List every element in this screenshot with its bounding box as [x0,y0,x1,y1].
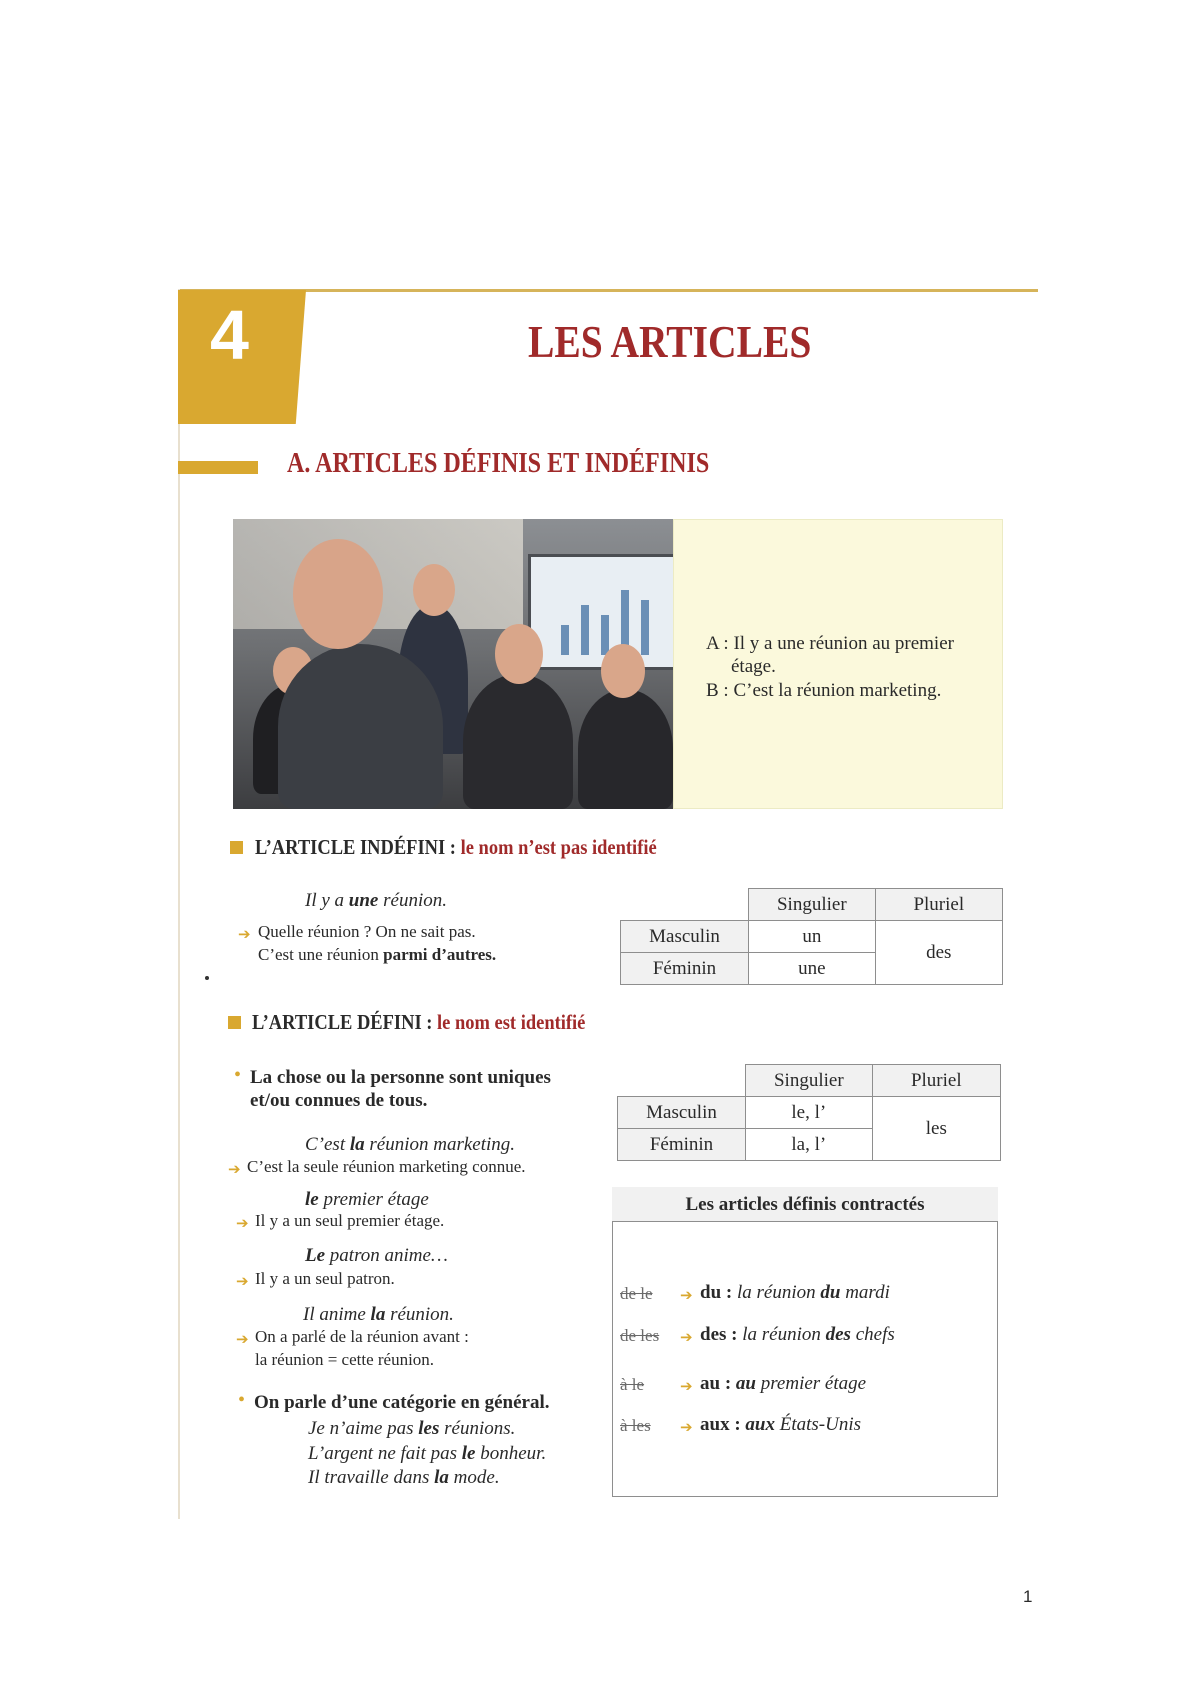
contracted-from: de le [620,1284,653,1303]
indefini-heading-label: L’ARTICLE INDÉFINI : [255,835,456,859]
photo-person-foreground [278,644,443,809]
example-text: Il travaille dans [308,1467,435,1488]
contracted-usage [737,1282,890,1303]
example-article: le [305,1189,319,1210]
defini-heading [252,1010,585,1035]
example-text: C’est [305,1134,350,1155]
meeting-photo [233,519,673,809]
example-article: la [434,1467,449,1488]
table-row-feminin: Féminin [621,953,749,985]
chapter-number: 4 [210,296,249,374]
indefini-heading-desc: le nom n’est pas identifié [455,835,657,859]
usage-text: chefs [850,1324,895,1345]
bullet-dot-icon: • [234,1064,242,1086]
defini-example-1-explain: C’est la seule réunion marketing connue. [247,1157,526,1176]
arrow-right-icon: ➔ [236,1330,249,1348]
contracted-example [700,1373,866,1395]
contracted-from: à le [620,1375,645,1394]
usage-article: au [735,1373,756,1394]
contracted-example [700,1324,895,1346]
defini-heading-label: L’ARTICLE DÉFINI : [252,1010,433,1034]
page-number: 1 [1023,1587,1033,1606]
explain-bold: parmi d’autres. [383,945,497,964]
contracted-article: au [700,1373,721,1394]
defini-point1-line2: et/ou connues de tous. [250,1090,428,1111]
usage-text: premier étage [755,1373,867,1394]
usage-text: la réunion [736,1282,821,1303]
table-cell-plural: les [872,1097,1000,1161]
explain-text: C’est une réunion [258,945,384,964]
example-text: mode. [448,1467,500,1488]
table-corner [621,889,749,921]
example-text: L’argent ne fait pas [308,1443,462,1464]
separator: : [720,1373,736,1394]
usage-article: du [820,1282,841,1303]
photo-screen-bar [561,625,569,655]
dialogue-line-a: A : Il y a une réunion au premier [706,633,954,654]
example-article: une [348,890,379,911]
example-article: la [349,1134,365,1155]
general-example-2 [308,1443,546,1465]
example-text: Il y a [305,890,349,911]
photo-head [601,644,645,698]
separator: : [729,1414,746,1435]
defini-point1-line1: La chose ou la personne sont uniques [250,1067,551,1088]
defini-example-1 [305,1134,515,1156]
indefini-example [305,890,447,912]
photo-head [413,564,455,616]
dialogue-line-a-cont: étage. [731,656,776,677]
table-col-plural: Pluriel [875,889,1002,921]
photo-person-right [578,689,673,809]
table-cell-masc-sing: le, l’ [746,1097,873,1129]
photo-head [293,539,383,649]
dialogue-line-b: B : C’est la réunion marketing. [706,680,942,701]
defini-example-4-explain-1: On a parlé de la réunion avant : [255,1327,469,1346]
defini-example-2 [305,1189,429,1211]
bullet-dot-icon: • [238,1389,246,1411]
contracted-articles-title: Les articles définis contractés [612,1187,998,1222]
arrow-right-icon: ➔ [680,1328,693,1346]
square-bullet-icon [230,841,243,854]
example-text: Il anime [303,1304,371,1325]
indefini-heading [255,835,657,860]
arrow-right-icon: ➔ [236,1272,249,1290]
contracted-article: aux [700,1414,730,1435]
table-row-masculin: Masculin [621,921,749,953]
photo-head [495,624,543,684]
example-text: Je n’aime pas [308,1418,419,1439]
contracted-example [700,1414,861,1436]
table-corner [618,1065,746,1097]
contracted-from: de les [620,1326,660,1345]
separator: : [721,1282,737,1303]
section-bar [178,461,258,474]
example-text: premier étage [318,1189,429,1210]
contracted-usage [745,1414,861,1435]
arrow-right-icon: ➔ [236,1214,249,1232]
example-article: Le [305,1245,326,1266]
defini-example-4-explain-2: la réunion = cette réunion. [255,1350,435,1369]
example-article: la [370,1304,386,1325]
chapter-title: LES ARTICLES [528,316,812,367]
table-col-plural: Pluriel [872,1065,1000,1097]
defini-point2: On parle d’une catégorie en général. [254,1392,550,1413]
arrow-right-icon: ➔ [680,1286,693,1304]
usage-text: États-Unis [774,1414,862,1435]
contracted-article: du [700,1282,722,1303]
defini-table [617,1064,1001,1161]
indefini-explain-2 [258,945,496,965]
table-col-singular: Singulier [746,1065,873,1097]
arrow-right-icon: ➔ [228,1160,241,1178]
table-cell-fem-sing: la, l’ [746,1129,873,1161]
photo-screen-bar [641,600,649,655]
indefini-table [620,888,1003,985]
example-text: réunion marketing. [364,1134,516,1155]
contracted-usage [742,1324,895,1345]
defini-heading-desc: le nom est identifié [432,1010,586,1034]
defini-example-4 [303,1304,454,1326]
usage-text: mardi [840,1282,890,1303]
top-rule [178,289,1038,292]
square-bullet-icon [228,1016,241,1029]
separator: : [726,1324,743,1345]
table-cell-plural: des [875,921,1002,985]
photo-person-woman [463,674,573,809]
table-col-singular: Singulier [749,889,876,921]
defini-example-3-explain: Il y a un seul patron. [255,1269,395,1288]
contracted-usage [736,1373,866,1394]
contracted-article: des [700,1324,727,1345]
photo-screen-bar [581,605,589,655]
general-example-1 [308,1418,515,1440]
example-text: patron anime… [325,1245,448,1266]
indefini-explain-1: Quelle réunion ? On ne sait pas. [258,922,476,941]
example-text: réunion. [378,890,447,911]
defini-example-2-explain: Il y a un seul premier étage. [255,1211,445,1230]
contracted-from: à les [620,1416,651,1435]
example-article: les [418,1418,440,1439]
arrow-right-icon: ➔ [680,1418,693,1436]
table-row-feminin: Féminin [618,1129,746,1161]
stray-mark [205,976,209,980]
table-row-masculin: Masculin [618,1097,746,1129]
example-text: réunions. [439,1418,516,1439]
arrow-right-icon: ➔ [238,925,251,943]
example-text: bonheur. [475,1443,547,1464]
table-cell-masc-sing: un [749,921,876,953]
table-cell-fem-sing: une [749,953,876,985]
photo-presentation-screen [528,554,673,670]
arrow-right-icon: ➔ [680,1377,693,1395]
defini-example-3 [305,1245,448,1267]
usage-text: la réunion [742,1324,826,1345]
example-text: réunion. [385,1304,454,1325]
photo-screen-bar [601,615,609,655]
section-title: A. ARTICLES DÉFINIS ET INDÉFINIS [287,448,710,479]
usage-article: aux [745,1414,775,1435]
general-example-3 [308,1467,500,1489]
contracted-example [700,1282,890,1304]
example-article: le [461,1443,476,1464]
dialogue-box [673,519,1003,809]
usage-article: des [825,1324,851,1345]
